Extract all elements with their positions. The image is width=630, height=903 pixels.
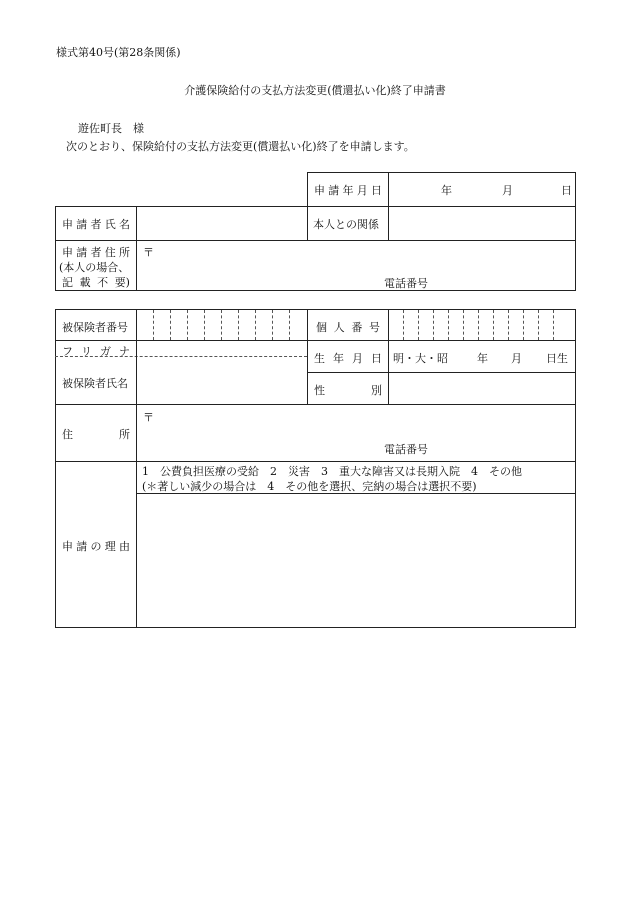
postal-mark: 〒 (143, 246, 154, 259)
insured-name-field[interactable] (138, 358, 306, 403)
applicant-name-field[interactable] (138, 208, 306, 239)
date-day-unit: 日 (561, 184, 572, 197)
personal-number-field[interactable] (390, 311, 574, 339)
insured-address-label: 住 所 (62, 428, 130, 441)
applicant-phone-label: 電話番号 (384, 277, 428, 290)
personal-number-label: 個 人 番 号 (316, 321, 380, 334)
date-month-unit: 月 (502, 184, 513, 197)
reason-field[interactable] (138, 495, 574, 626)
sex-label: 性 別 (314, 384, 382, 397)
applicant-address-field[interactable] (138, 242, 574, 289)
insured-phone-label: 電話番号 (384, 443, 428, 456)
insured-address-field[interactable] (138, 406, 574, 460)
applicant-address-note-2: 記 載 不 要) (62, 276, 130, 289)
relation-field[interactable] (390, 208, 574, 239)
reason-note: (＊著しい減少の場合は 4 その他を選択、完納の場合は選択不要) (142, 480, 477, 493)
era-options: 明・大・昭 (393, 352, 448, 365)
insured-postal-mark: 〒 (143, 411, 154, 424)
insured-number-label: 被保険者番号 (62, 321, 128, 334)
reason-label: 申 請 の 理 由 (62, 540, 130, 553)
insured-name-label: 被保険者氏名 (62, 377, 128, 390)
applicant-address-label: 申 請 者 住 所 (62, 246, 130, 259)
applicant-name-label: 申 請 者 氏 名 (62, 218, 130, 231)
form-title: 介護保険給付の支払方法変更(償還払い化)終了申請書 (184, 84, 446, 97)
relation-label: 本人との関係 (313, 218, 379, 231)
birthdate-field[interactable] (390, 342, 574, 371)
furigana-field[interactable] (138, 342, 306, 355)
birth-day-unit: 日生 (546, 352, 568, 365)
addressee: 遊佐町長 様 (78, 122, 144, 135)
application-date-field[interactable] (390, 174, 574, 205)
application-date-label: 申 請 年 月 日 (314, 184, 382, 197)
sex-field[interactable] (390, 374, 574, 403)
intro-text: 次のとおり、保険給付の支払方法変更(償還払い化)終了を申請します。 (66, 140, 415, 153)
furigana-label: フ リ ガ ナ (62, 345, 130, 358)
birthdate-label: 生 年 月 日 (314, 352, 382, 365)
reason-options[interactable]: 1 公費負担医療の受給 2 災害 3 重大な障害又は長期入院 4 その他 (142, 465, 522, 478)
applicant-address-note: (本人の場合、 (59, 261, 130, 274)
birth-month-unit: 月 (511, 352, 522, 365)
insured-number-field[interactable] (138, 311, 306, 339)
form-number: 様式第40号(第28条関係) (56, 46, 181, 59)
date-year-unit: 年 (441, 184, 452, 197)
birth-year-unit: 年 (477, 352, 488, 365)
